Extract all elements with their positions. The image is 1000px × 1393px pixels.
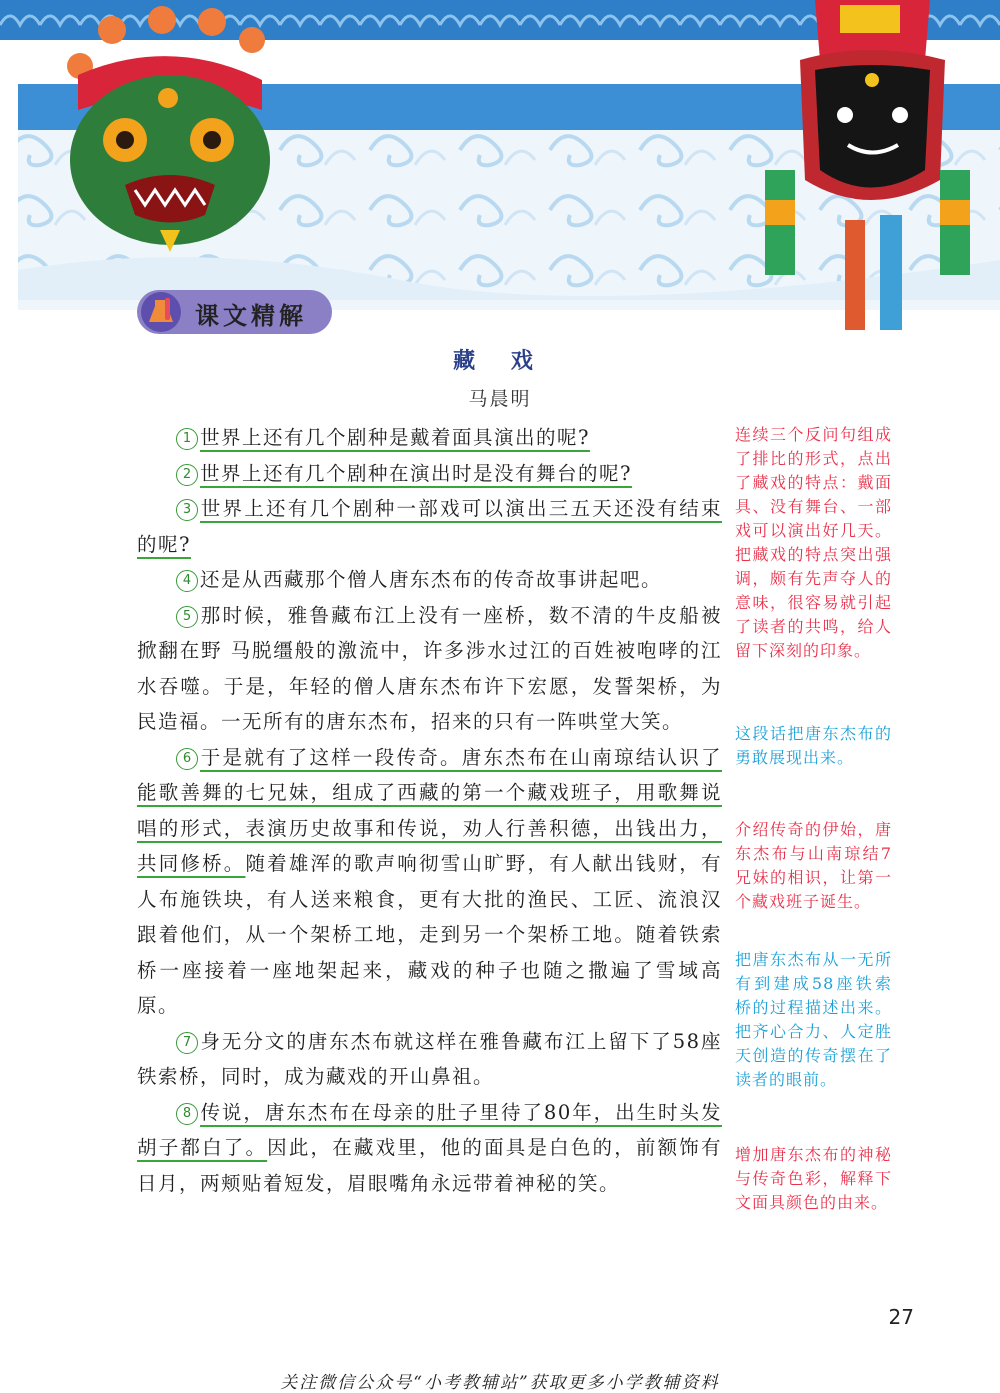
article-author: 马晨明 (468, 388, 532, 410)
paragraph-number: 7 (176, 1032, 198, 1054)
plain-text: 随着雄浑的歌声响彻雪山旷野，有人献出钱财，有人布施铁块，有人送来粮食，更有大批的渔民、工匠、流浪汉跟着他们，从一个架桥工地，走到另一个架桥工地。随着铁索桥一座接着一座地架起来，藏戏的种子也随之撒遍了雪域高原。 (137, 852, 722, 1017)
banner-illustration (0, 0, 1000, 330)
plain-text: 身无分文的唐东杰布就这样在雅鲁藏布江上留下了58座铁索桥，同时，成为藏戏的开山鼻祖。 (137, 1029, 722, 1088)
underlined-text: 传说，唐东杰布在母亲的肚子里待了80年，出生时头发胡子都白了。 (137, 1100, 722, 1159)
paragraph-number: 1 (176, 428, 198, 450)
plain-text: 还是从西藏那个僧人唐东杰布的传奇故事讲起吧。 (200, 568, 663, 591)
page-number: 27 (888, 1305, 914, 1329)
paragraph-3 (137, 491, 722, 562)
plain-text: 那时候，雅鲁藏布江上没有一座桥，数不清的牛皮船被掀翻在野 马脱缰般的激流中，许多涉水过江的百姓被咆哮的江水吞噬。于是，年轻的僧人唐东杰布许下宏愿，发誓架桥，为民造福。一无所有的唐东杰布，招来的只有一阵哄堂大笑。 (137, 603, 722, 733)
annotation-3: 介绍传奇的伊始，唐东杰布与山南琼结7兄妹的相识，让第一个藏戏班子诞生。 (735, 820, 892, 911)
article-title: 藏 戏 (453, 349, 547, 374)
paragraph-8 (137, 1095, 722, 1202)
paragraph-number: 2 (176, 464, 198, 486)
paragraph-6 (137, 740, 722, 1024)
annotation-4: 把唐东杰布从一无所有到建成58座铁索桥的过程描述出来。把齐心合力、人定胜天创造的传奇摆在了读者的眼前。 (735, 950, 892, 1089)
annotation-5: 增加唐东杰布的神秘与传奇色彩，解释下文面具颜色的由来。 (735, 1145, 892, 1212)
paragraph-number: 5 (176, 606, 198, 628)
underlined-text: 世界上还有几个剧种在演出时是没有舞台的呢? (200, 461, 632, 485)
paragraph-number: 8 (176, 1103, 198, 1125)
paragraph-4 (137, 562, 722, 598)
annotation-2: 这段话把唐东杰布的勇敢展现出来。 (735, 724, 892, 767)
paragraph-number: 3 (176, 499, 198, 521)
paragraph-5 (137, 598, 722, 740)
paragraph-number: 4 (176, 570, 198, 592)
footer-note: 关注微信公众号“小考教辅站”获取更多小学教辅资料 (280, 1373, 720, 1393)
underlined-text: 于是就有了这样一段传奇。唐东杰布在山南琼结认识了能歌善舞的七兄妹，组成了西藏的第一个藏戏班子，用歌舞说唱的形式，表演历史故事和传说，劝人行善积德，出钱出力，共同修桥。 (137, 745, 722, 875)
paragraph-number: 6 (176, 748, 198, 770)
paragraph-1 (137, 420, 722, 456)
paragraph-7 (137, 1024, 722, 1095)
header-banner (0, 0, 1000, 330)
section-label-text: 课文精解 (195, 302, 307, 330)
annotation-1: 连续三个反问句组成了排比的形式，点出了藏戏的特点：戴面具、没有舞台、一部戏可以演出好几天。把藏戏的特点突出强调，颇有先声夺人的意味，很容易就引起了读者的共鸣，给人留下深刻的印象。 (735, 425, 892, 660)
plain-text: 因此，在藏戏里，他的面具是白色的，前额饰有日月，两颊贴着短发，眉眼嘴角永远带着神秘的笑。 (137, 1136, 722, 1195)
section-label (137, 288, 337, 342)
underlined-text: 世界上还有几个剧种是戴着面具演出的呢? (200, 426, 590, 449)
article-body (137, 420, 722, 1201)
paragraph-2 (137, 456, 722, 492)
underlined-text: 世界上还有几个剧种一部戏可以演出三五天还没有结束的呢? (137, 497, 722, 556)
